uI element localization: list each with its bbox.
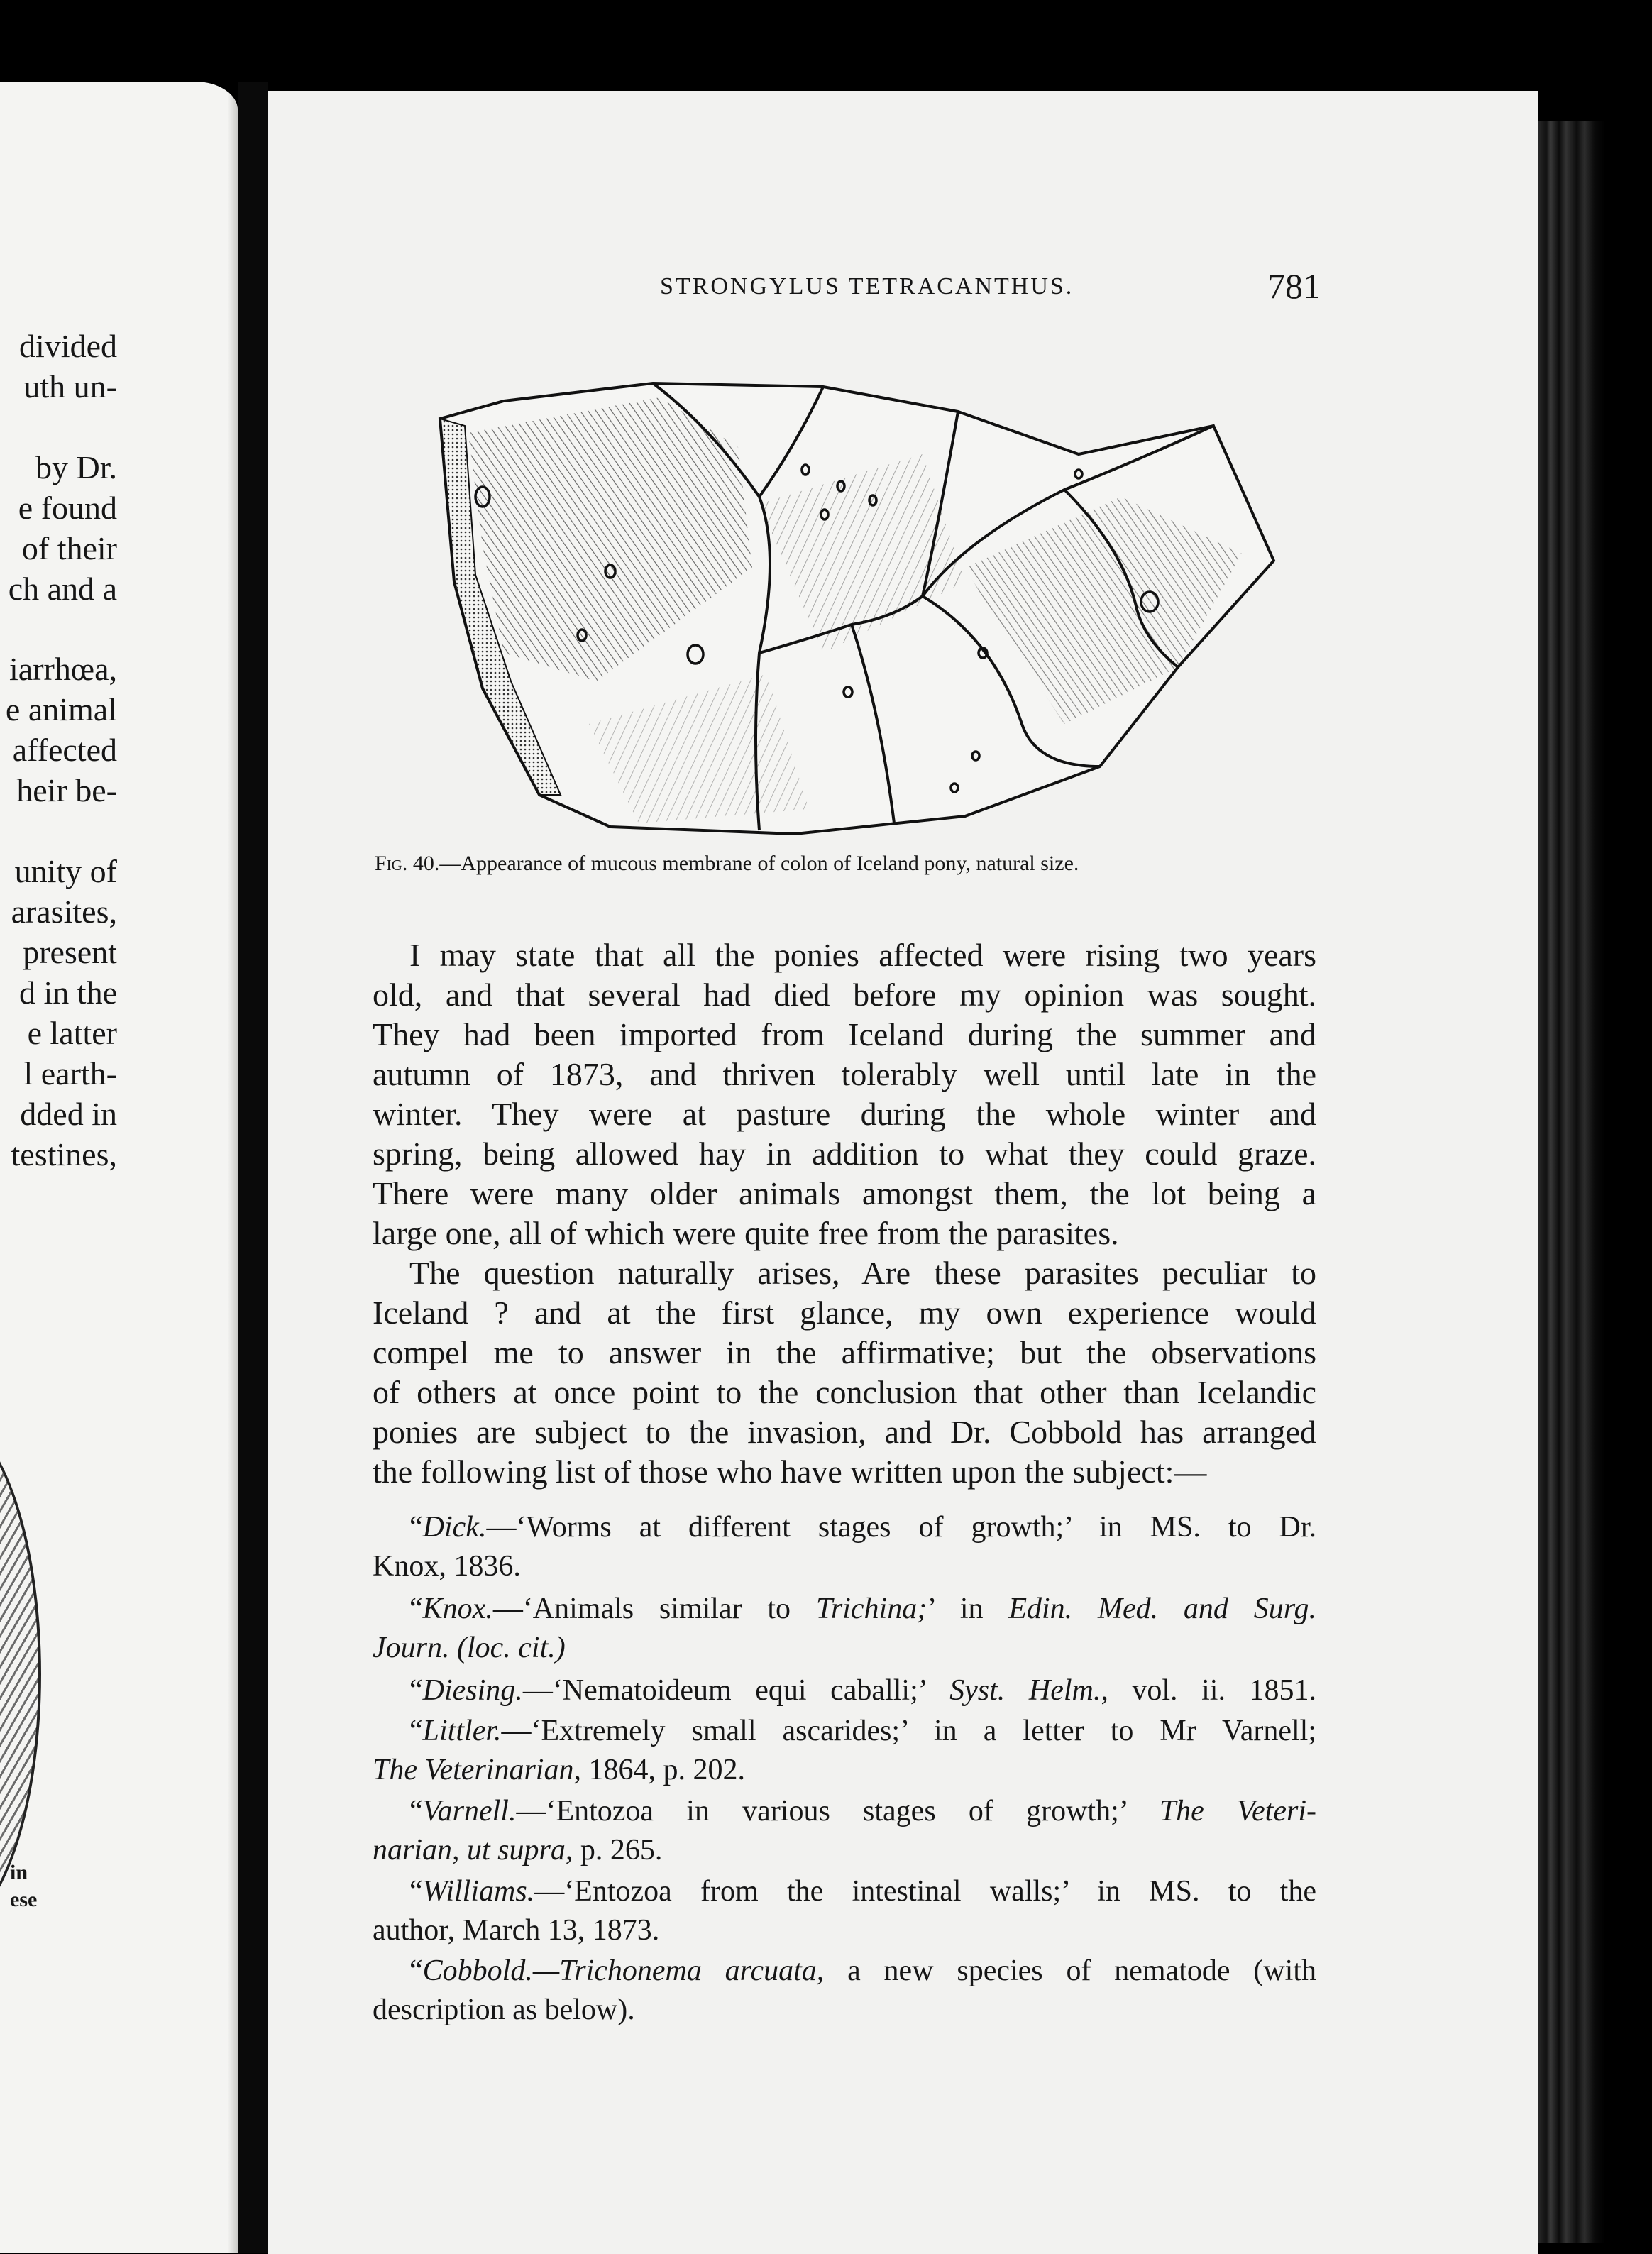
body-line: They had been imported from Iceland during the summer and: [373, 1016, 1316, 1052]
body-line: of others at once point to the conclusion that other than Icelandic: [373, 1374, 1316, 1410]
body-line: I may state that all the ponies affected were rising two years: [409, 937, 1316, 973]
left-line: iarrhœa,: [9, 651, 117, 687]
left-line: heir be-: [16, 772, 117, 808]
left-line: e latter: [27, 1015, 117, 1051]
reference-line: “Cobbold.—Trichonema arcuata, a new species of nematode (with: [409, 1955, 1316, 1987]
body-line: autumn of 1873, and thriven tolerably well until late in the: [373, 1056, 1316, 1092]
left-line: arasites,: [11, 894, 117, 930]
body-line: winter. They were at pasture during the whole winter and: [373, 1096, 1316, 1132]
figure-engraving: [426, 369, 1284, 837]
left-line: by Dr.: [35, 449, 117, 485]
book-gutter: [238, 82, 268, 2253]
reference-line: “Littler.—‘Extremely small ascarides;’ in a letter to Mr Varnell;: [409, 1715, 1316, 1747]
left-line: testines,: [11, 1136, 117, 1172]
left-page-edge: [228, 82, 238, 2253]
left-line: e found: [18, 490, 117, 526]
body-line: Iceland ? and at the first glance, my own experience would: [373, 1294, 1316, 1331]
body-line: The question naturally arises, Are these parasites peculiar to: [409, 1255, 1316, 1291]
body-line: ponies are subject to the invasion, and Dr. Cobbold has arranged: [373, 1414, 1316, 1450]
figure-caption: [375, 852, 1079, 876]
left-caption-line: in: [10, 1861, 28, 1884]
left-line: present: [23, 934, 117, 970]
left-line: uth un-: [23, 368, 117, 405]
figure-caption-text: —Appearance of mucous membrane of colon of Iceland pony, natural size.: [439, 852, 1079, 875]
left-page: [0, 82, 238, 2253]
left-line: divided: [19, 328, 117, 364]
reference-line: narian, ut supra, p. 265.: [373, 1834, 663, 1867]
running-head: STRONGYLUS TETRACANTHUS.: [660, 273, 1074, 299]
left-figure-caption: [10, 1859, 37, 1913]
left-line: unity of: [14, 853, 117, 889]
left-caption-line: ese: [10, 1888, 38, 1911]
body-line: large one, all of which were quite free from the parasites.: [373, 1215, 1119, 1251]
left-figure-partial: [0, 1416, 41, 1933]
left-line: e animal: [5, 691, 117, 727]
reference-line: “Knox.—‘Animals similar to Trichina;’ in Edin. Med. and Surg.: [409, 1593, 1316, 1625]
reference-line: Knox, 1836.: [373, 1550, 521, 1583]
left-line: d in the: [19, 974, 117, 1011]
left-line: ch and a: [8, 571, 117, 607]
body-line: compel me to answer in the affirmative; but the observations: [373, 1334, 1316, 1370]
body-line: old, and that several had died before my opinion was sought.: [373, 977, 1316, 1013]
body-line: the following list of those who have written upon the subject:—: [373, 1453, 1207, 1490]
body-line: spring, being allowed hay in addition to what they could graze.: [373, 1136, 1316, 1172]
reference-line: “Dick.—‘Worms at different stages of growth;’ in MS. to Dr.: [409, 1511, 1316, 1544]
page-number: 781: [1267, 266, 1321, 306]
reference-line: “Diesing.—‘Nematoideum equi caballi;’ Syst. Helm., vol. ii. 1851.: [409, 1674, 1316, 1707]
left-line: of their: [21, 530, 117, 566]
reference-line: The Veterinarian, 1864, p. 202.: [373, 1754, 745, 1786]
left-line: affected: [12, 732, 117, 768]
reference-line: description as below).: [373, 1994, 635, 2026]
reference-line: author, March 13, 1873.: [373, 1914, 660, 1947]
left-line: l earth-: [23, 1055, 117, 1092]
left-line: dded in: [20, 1096, 117, 1132]
reference-line: “Varnell.—‘Entozoa in various stages of growth;’ The Veteri-: [409, 1795, 1316, 1827]
page-stack-edge: [1538, 121, 1605, 2243]
body-line: There were many older animals amongst them, the lot being a: [373, 1175, 1316, 1211]
reference-line: Journ. (loc. cit.): [373, 1632, 566, 1664]
reference-line: “Williams.—‘Entozoa from the intestinal walls;’ in MS. to the: [409, 1875, 1316, 1908]
figure-caption-label: Fig. 40.: [375, 852, 440, 875]
